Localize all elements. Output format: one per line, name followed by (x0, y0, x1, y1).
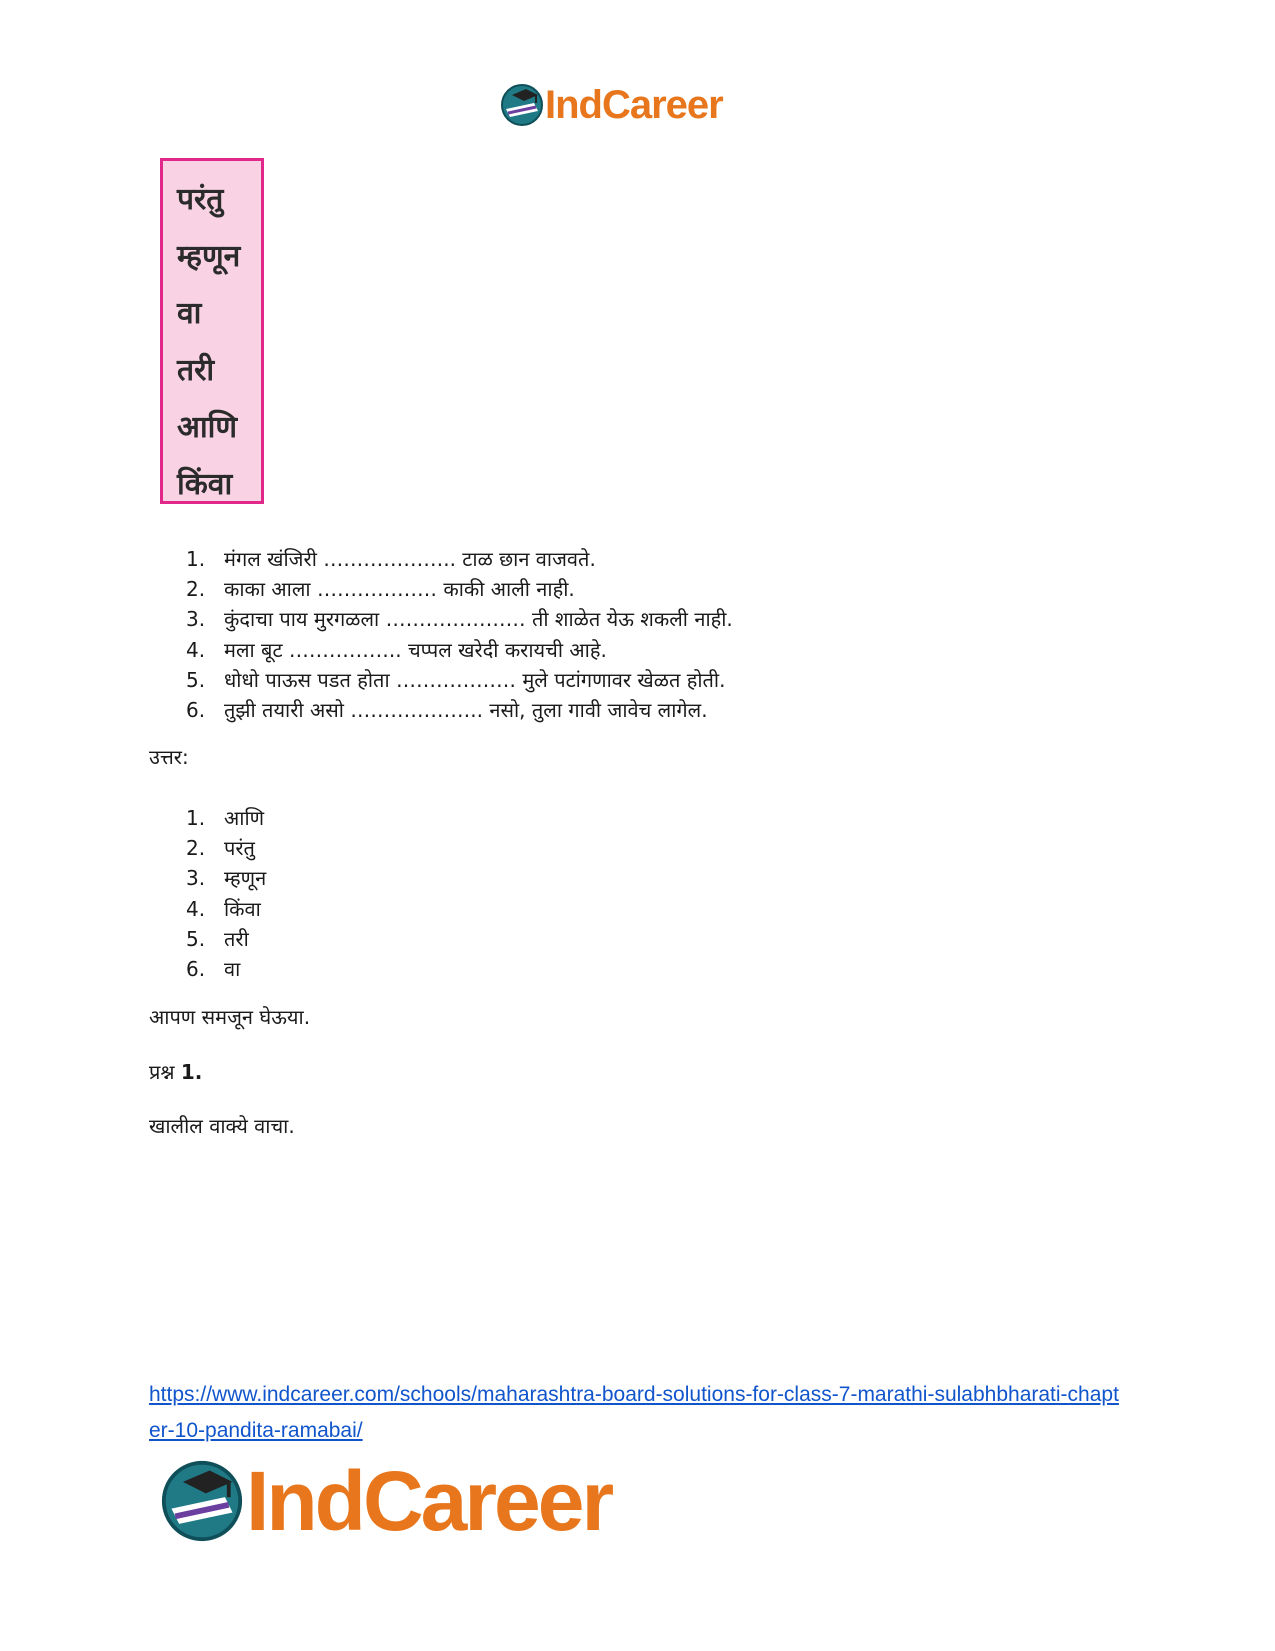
word-box-item: आणि (177, 410, 238, 445)
fill-in-questions-list (186, 544, 733, 725)
logo-text: IndCareer (545, 82, 723, 127)
list-item: 6. तुझी तयारी असो ……………….. नसो, तुला गावी जावेच लागेल. (186, 697, 708, 722)
list-item: 5. धोधो पाऊस पडत होता ……………… मुले पटांगणावर खेळत होती. (186, 667, 726, 692)
word-box-item: म्हणून (177, 239, 241, 274)
answers-list (186, 803, 266, 984)
list-item: 2. काका आला ……………… काकी आली नाही. (186, 577, 575, 602)
conjunction-word-box (160, 158, 264, 504)
word-box-item: वा (177, 296, 202, 331)
question-label: प्रश्न (149, 1060, 175, 1084)
instruction-text: खालील वाक्ये वाचा. (149, 1114, 295, 1138)
list-item: 3. कुंदाचा पाय मुरगळला ………………… ती शाळेत येऊ शकली नाही. (186, 607, 733, 632)
globe-book-icon (160, 1459, 244, 1543)
list-item: 3. म्हणून (186, 866, 267, 891)
logo-text: IndCareer (246, 1453, 612, 1548)
globe-book-icon (500, 83, 544, 127)
list-item: 1. मंगल खंजिरी ……………….. टाळ छान वाजवते. (186, 547, 596, 571)
question-heading (149, 1058, 202, 1085)
list-item: 2. परंतु (186, 836, 255, 861)
list-item: 1. आणि (186, 806, 265, 830)
list-item: 6. वा (186, 956, 241, 981)
list-item: 4. किंवा (186, 896, 261, 921)
section-heading: आपण समजून घेऊया. (149, 1005, 311, 1029)
indcareer-logo-footer (160, 1453, 700, 1548)
list-item: 4. मला बूट …………….. चप्पल खरेदी करायची आहे. (186, 637, 607, 662)
word-box-item: किंवा (177, 467, 233, 502)
list-item: 5. तरी (186, 926, 249, 951)
word-box-item: परंतु (177, 182, 224, 217)
word-box-item: तरी (177, 353, 215, 388)
question-number: 1. (180, 1060, 203, 1084)
indcareer-logo-header (500, 80, 770, 130)
answer-label: उत्तर: (149, 745, 189, 769)
source-link[interactable]: https://www.indcareer.com/schools/maharashtra-board-solutions-for-class-7-marathi-sulabhbharati-chapter-10-pandita-ramabai/ (149, 1383, 1119, 1442)
